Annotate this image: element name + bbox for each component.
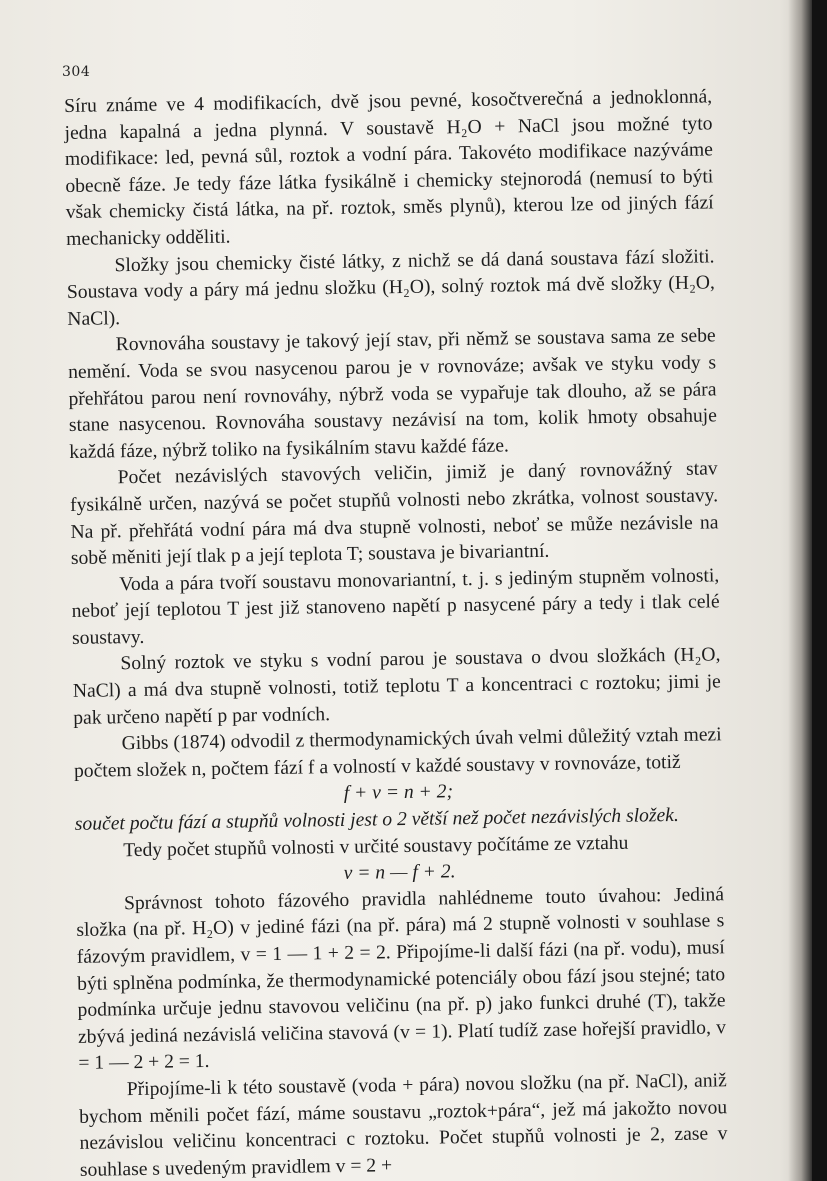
- formula-freedom: v = n — f + 2.: [343, 861, 456, 885]
- paragraph-degrees-of-freedom: Počet nezávislých stavových veličin, jimiž je daný rovnovážný stav fysikálně určen, nazývá se počet stupňů volnosti nebo zkrátka, volnost soustavy. Na př. přehřátá vodní pára má dva stupně volnosti, neboť se může nezávisle na sobě měniti její tlak p a její teplota T; soustava je bivariantní.: [69, 458, 719, 570]
- page-spine-shadow: [788, 0, 812, 1181]
- paragraph-phases: Síru známe ve 4 modifikacích, dvě jsou pevné, kosočtverečná a jednoklonná, jedna kapalná a jedna plynná. V soustavě H₂O + NaCl jsou možné tyto modifikace: led, pevná sůl, roztok a vodní pára. Takovéto modifikace nazýváme obecně fáze. Je tedy fáze látka fysikálně i chemicky stejnorodá (nemusí to býti však chemicky čistá látka, na př. roztok, směs plynů), kterou lze od jiných fází mechanicky odděliti.: [64, 86, 714, 250]
- paragraph-gibbs: Gibbs (1874) odvodil z thermodynamických úvah velmi důležitý vztah mezi počtem složek n, počtem fází f a volností v každé soustavy v rovnováze, totiž: [73, 724, 722, 782]
- statement-phase-rule: součet počtu fází a stupňů volnosti jest o 2 větší než počet nezávislých složek.: [74, 804, 679, 835]
- scan-edge: [812, 0, 827, 1181]
- paragraph-monovariant: Voda a pára tvoří soustavu monovariantní, t. j. s jediným stupněm volnosti, neboť její teplotou T jest již stanoveno napětí p nasycené páry a tedy i tlak celé soustavy.: [71, 565, 720, 649]
- paragraph-equilibrium: Rovnováha soustavy je takový její stav, při němž se soustava sama ze sebe nemění. Voda se svou nasycenou parou je v rovnováze; avšak ve styku vody s přehřátou parou není rovnováhy, nýbrž voda se vypařuje tak dlouho, až se pára stane nasycenou. Rovnováha soustavy nezávisí na tom, kolik hmoty obsahuje každá fáze, nýbrž toliko na fysikálním stavu každé fáze.: [67, 325, 718, 463]
- paragraph-components: Složky jsou chemicky čisté látky, z nichž se dá daná soustava fází složiti. Soustava vody a páry má jednu složku (H₂O), solný roztok má dvě složky (H₂O, NaCl).: [66, 245, 716, 330]
- formula-phase-rule: f + v = n + 2;: [343, 781, 454, 805]
- paragraph-compute: Tedy počet stupňů volnosti v určité soustavy počítáme ze vztahu: [123, 832, 629, 861]
- page-number: 304: [62, 64, 91, 80]
- paragraph-proof: Správnost tohoto fázového pravidla nahlédneme touto úvahou: Jediná složka (na př. H₂O) v jediné fázi (na př. pára) má 2 stupně volnosti v souhlase s fázovým pravidlem, v = 1 — 1 + 2 = 2. Připojíme-li další fázi (na př. vodu), musí býti splněna podmínka, že thermodynamické potenciály obou fází jsou stejné; tato podmínka určuje jednu stavovou veličinu (na př. p) jako funkci druhé (T), takže zbývá jediná nezávislá veličina stavová (v = 1). Platí tudíž zase hořejší pravidlo, v = 1 — 2 + 2 = 1.: [76, 884, 727, 1075]
- paragraph-add-component: Připojíme-li k této soustavě (voda + pára) novou složku (na př. NaCl), aniž bychom měnili počet fází, máme soustavu „roztok+pára“, jež má jakožto novou nezávislou veličinu koncentraci c roztoku. Počet stupňů volnosti je 2, zase v souhlase s uvedeným pravidlem v = 2 +: [79, 1070, 728, 1181]
- body-text: [64, 84, 728, 1181]
- paragraph-salt-solution: Solný roztok ve styku s vodní parou je soustava o dvou složkách (H₂O, NaCl) a má dva stupně volnosti, totiž teplotu T a koncentraci c roztoku; jimi je pak určeno napětí p par vodních.: [72, 644, 721, 729]
